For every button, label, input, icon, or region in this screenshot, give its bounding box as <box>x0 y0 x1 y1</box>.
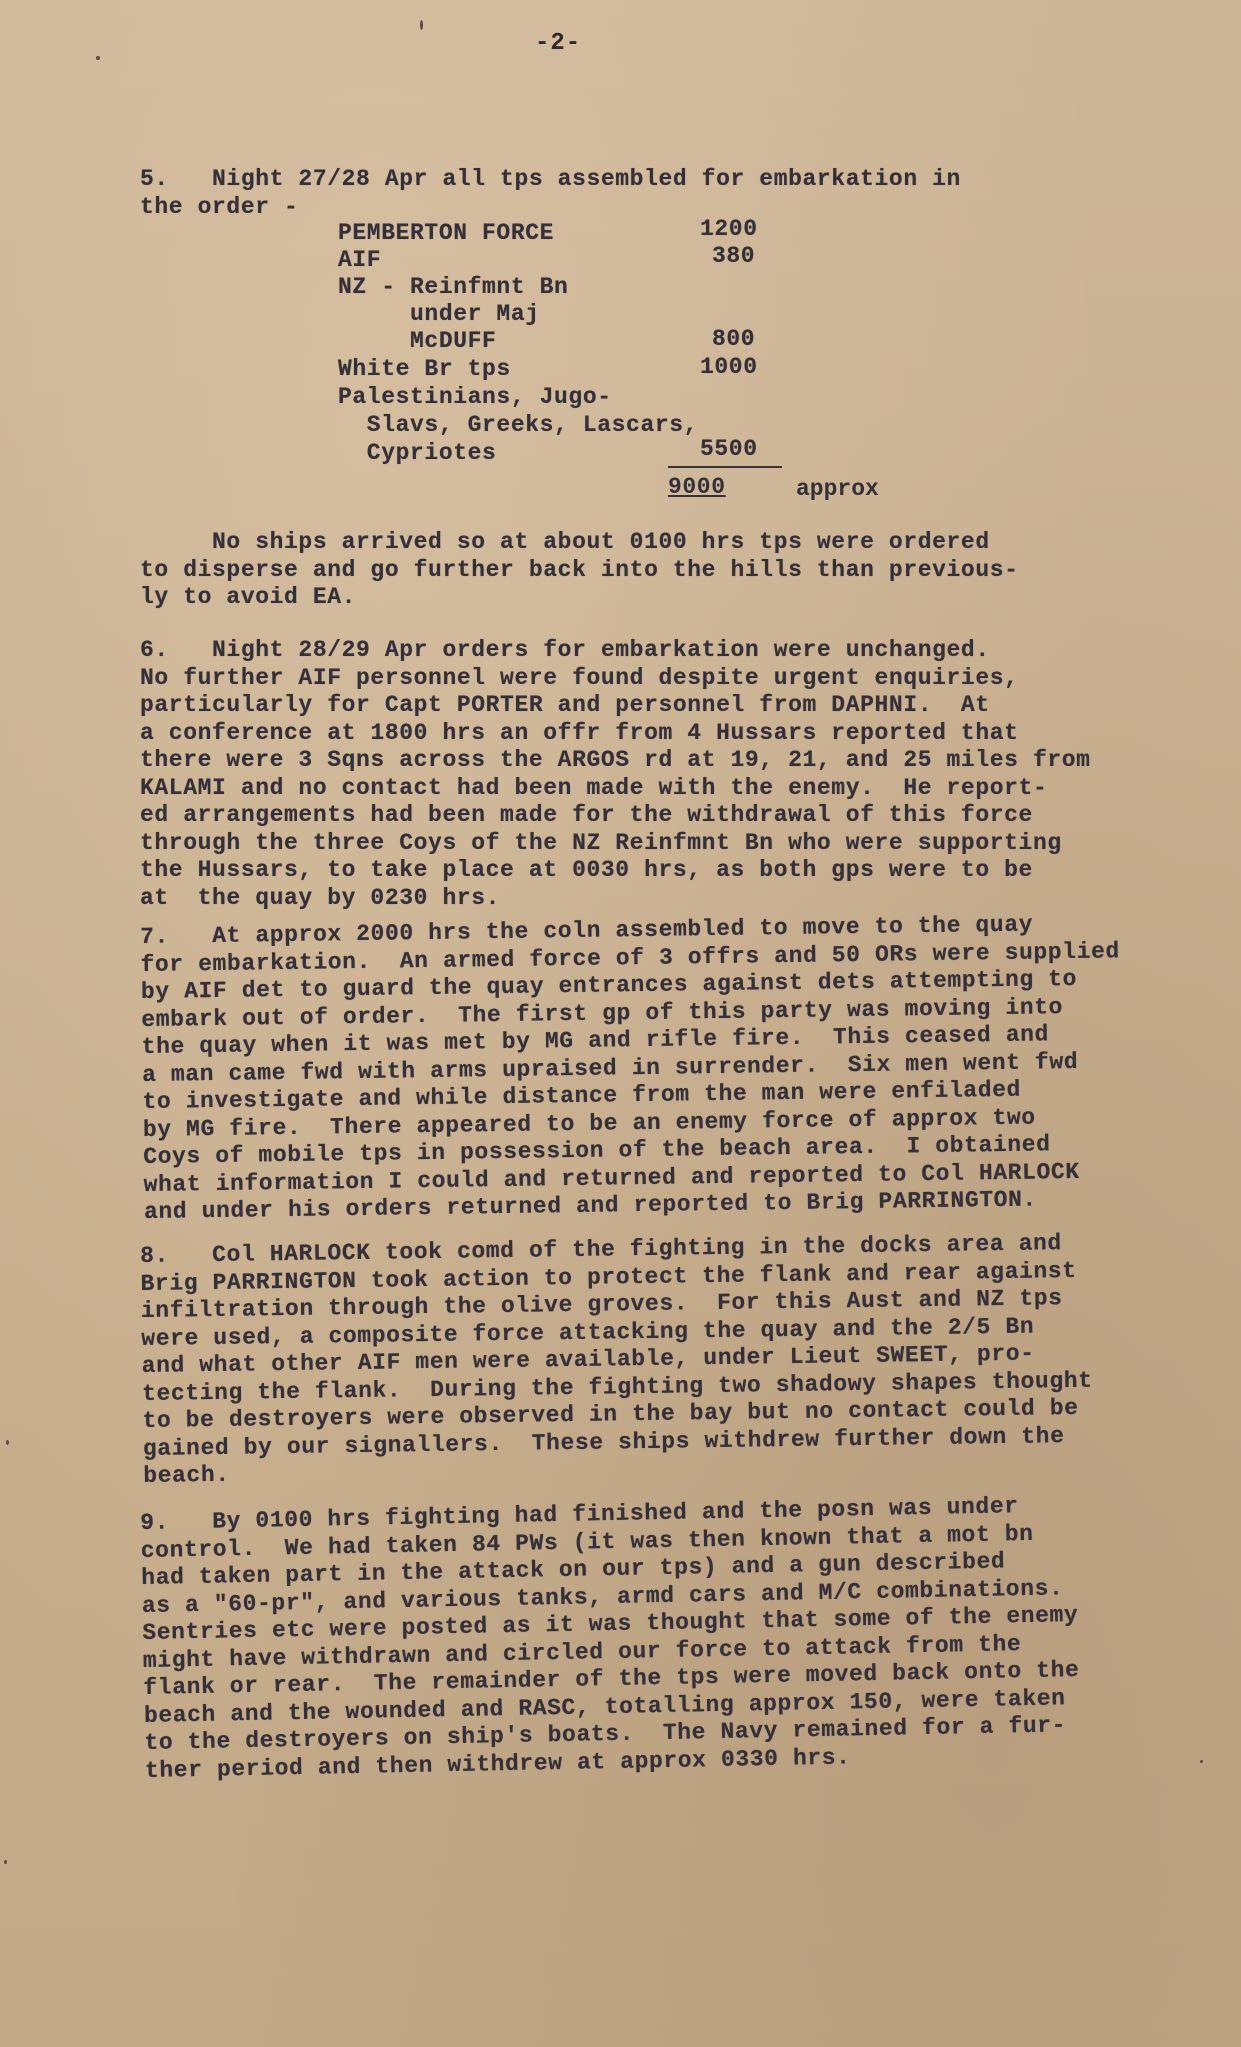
table-row-value: 380 <box>712 243 756 269</box>
paper-speck <box>6 1440 9 1445</box>
table-row-name: under Maj <box>338 301 540 327</box>
paragraph-7: 7. At approx 2000 hrs the coln assembled to move to the quay for embarkation. An armed force of 3 offrs and 50 ORs were supplied by AIF det to guard the quay entrances against dets attempting to embark out of order. The first gp of this party was moving into the quay when it was met by MG and rifle fire. This ceased and a man came fwd with arms upraised in surrender. Six men went fwd to investigate and while distance from the man were enfiladed by MG fire. There appeared to be an enemy force of approx two Coys of mobile tps in possession of the beach area. I obtained what information I could and returned and reported to Col HARLOCK and under his orders returned and reported to Brig PARRINGTON. <box>140 911 1121 1225</box>
table-row-value: 1200 <box>700 216 758 242</box>
sum-rule <box>668 466 782 468</box>
table-row-value: 5500 <box>700 436 758 462</box>
paragraph-6: 6. Night 28/29 Apr orders for embarkation were unchanged. No further AIF personnel were found despite urgent enquiries, particularly for Capt PORTER and personnel from DAPHNI. At a conference at 1800 hrs an offr from 4 Hussars reported that there were 3 Sqns across the ARGOS rd at 19, 21, and 25 miles from KALAMI and no contact had been made with the enemy. He report- ed arrangements had been made for the withdrawal of this force through the three Coys of the NZ Reinfmnt Bn who were supporting the Hussars, to take place at 0030 hrs, as both gps were to be at the quay by 0230 hrs. <box>140 637 1091 911</box>
table-row-name: Cypriotes <box>338 440 497 466</box>
table-row-name: NZ - Reinfmnt Bn <box>338 274 569 300</box>
table-total-suffix: approx <box>796 476 879 502</box>
table-row-value: 1000 <box>700 354 758 380</box>
page-number: -2- <box>535 30 582 57</box>
table-row-value: 800 <box>712 326 756 352</box>
paper-speck <box>420 20 423 30</box>
table-total: 9000 <box>668 474 726 500</box>
paper-speck <box>96 56 100 60</box>
table-row-name: McDUFF <box>338 328 497 354</box>
table-row-name: White Br tps <box>338 356 511 382</box>
paper-speck <box>1200 1760 1203 1763</box>
paragraph-5-body: No ships arrived so at about 0100 hrs tps were ordered to disperse and go further back into the hills than previous- ly to avoid EA. <box>140 529 1019 610</box>
table-row-name: AIF <box>338 247 382 273</box>
paragraph-9: 9. By 0100 hrs fighting had finished and the posn was under control. We had taken 84 PWs (it was then known that a mot bn had taken part in the attack on our tps) and a gun described as a "60-pr", and various tanks, armd cars and M/C combinations. Sentries etc were posted as it was thought that some of the enemy might have withdrawn and circled our force to attack from the flank or rear. The remainder of the tps were moved back onto the beach and the wounded and RASC, totalling approx 150, were taken to the destroyers on ship's boats. The Navy remained for a fur- ther period and then withdrew at approx 0330 hrs. <box>140 1493 1080 1784</box>
paper-speck <box>4 1860 7 1864</box>
table-row-name: Palestinians, Jugo- <box>338 384 612 410</box>
table-row-name: Slavs, Greeks, Lascars, <box>338 412 699 438</box>
table-row-name: PEMBERTON FORCE <box>338 220 555 246</box>
paragraph-8: 8. Col HARLOCK took comd of the fighting in the docks area and Brig PARRINGTON took action to protect the flank and rear against infiltration through the olive groves. For this Aust and NZ tps were used, a composite force attacking the quay and the 2/5 Bn and what other AIF men were available, under Lieut SWEET, pro- tecting the flank. During the fighting two shadowy shapes thought to be destroyers were observed in the bay but no contact could be gained by our signallers. These ships withdrew further down the beach. <box>140 1230 1093 1489</box>
paragraph-5-heading: 5. Night 27/28 Apr all tps assembled for embarkation in the order - <box>140 166 961 220</box>
